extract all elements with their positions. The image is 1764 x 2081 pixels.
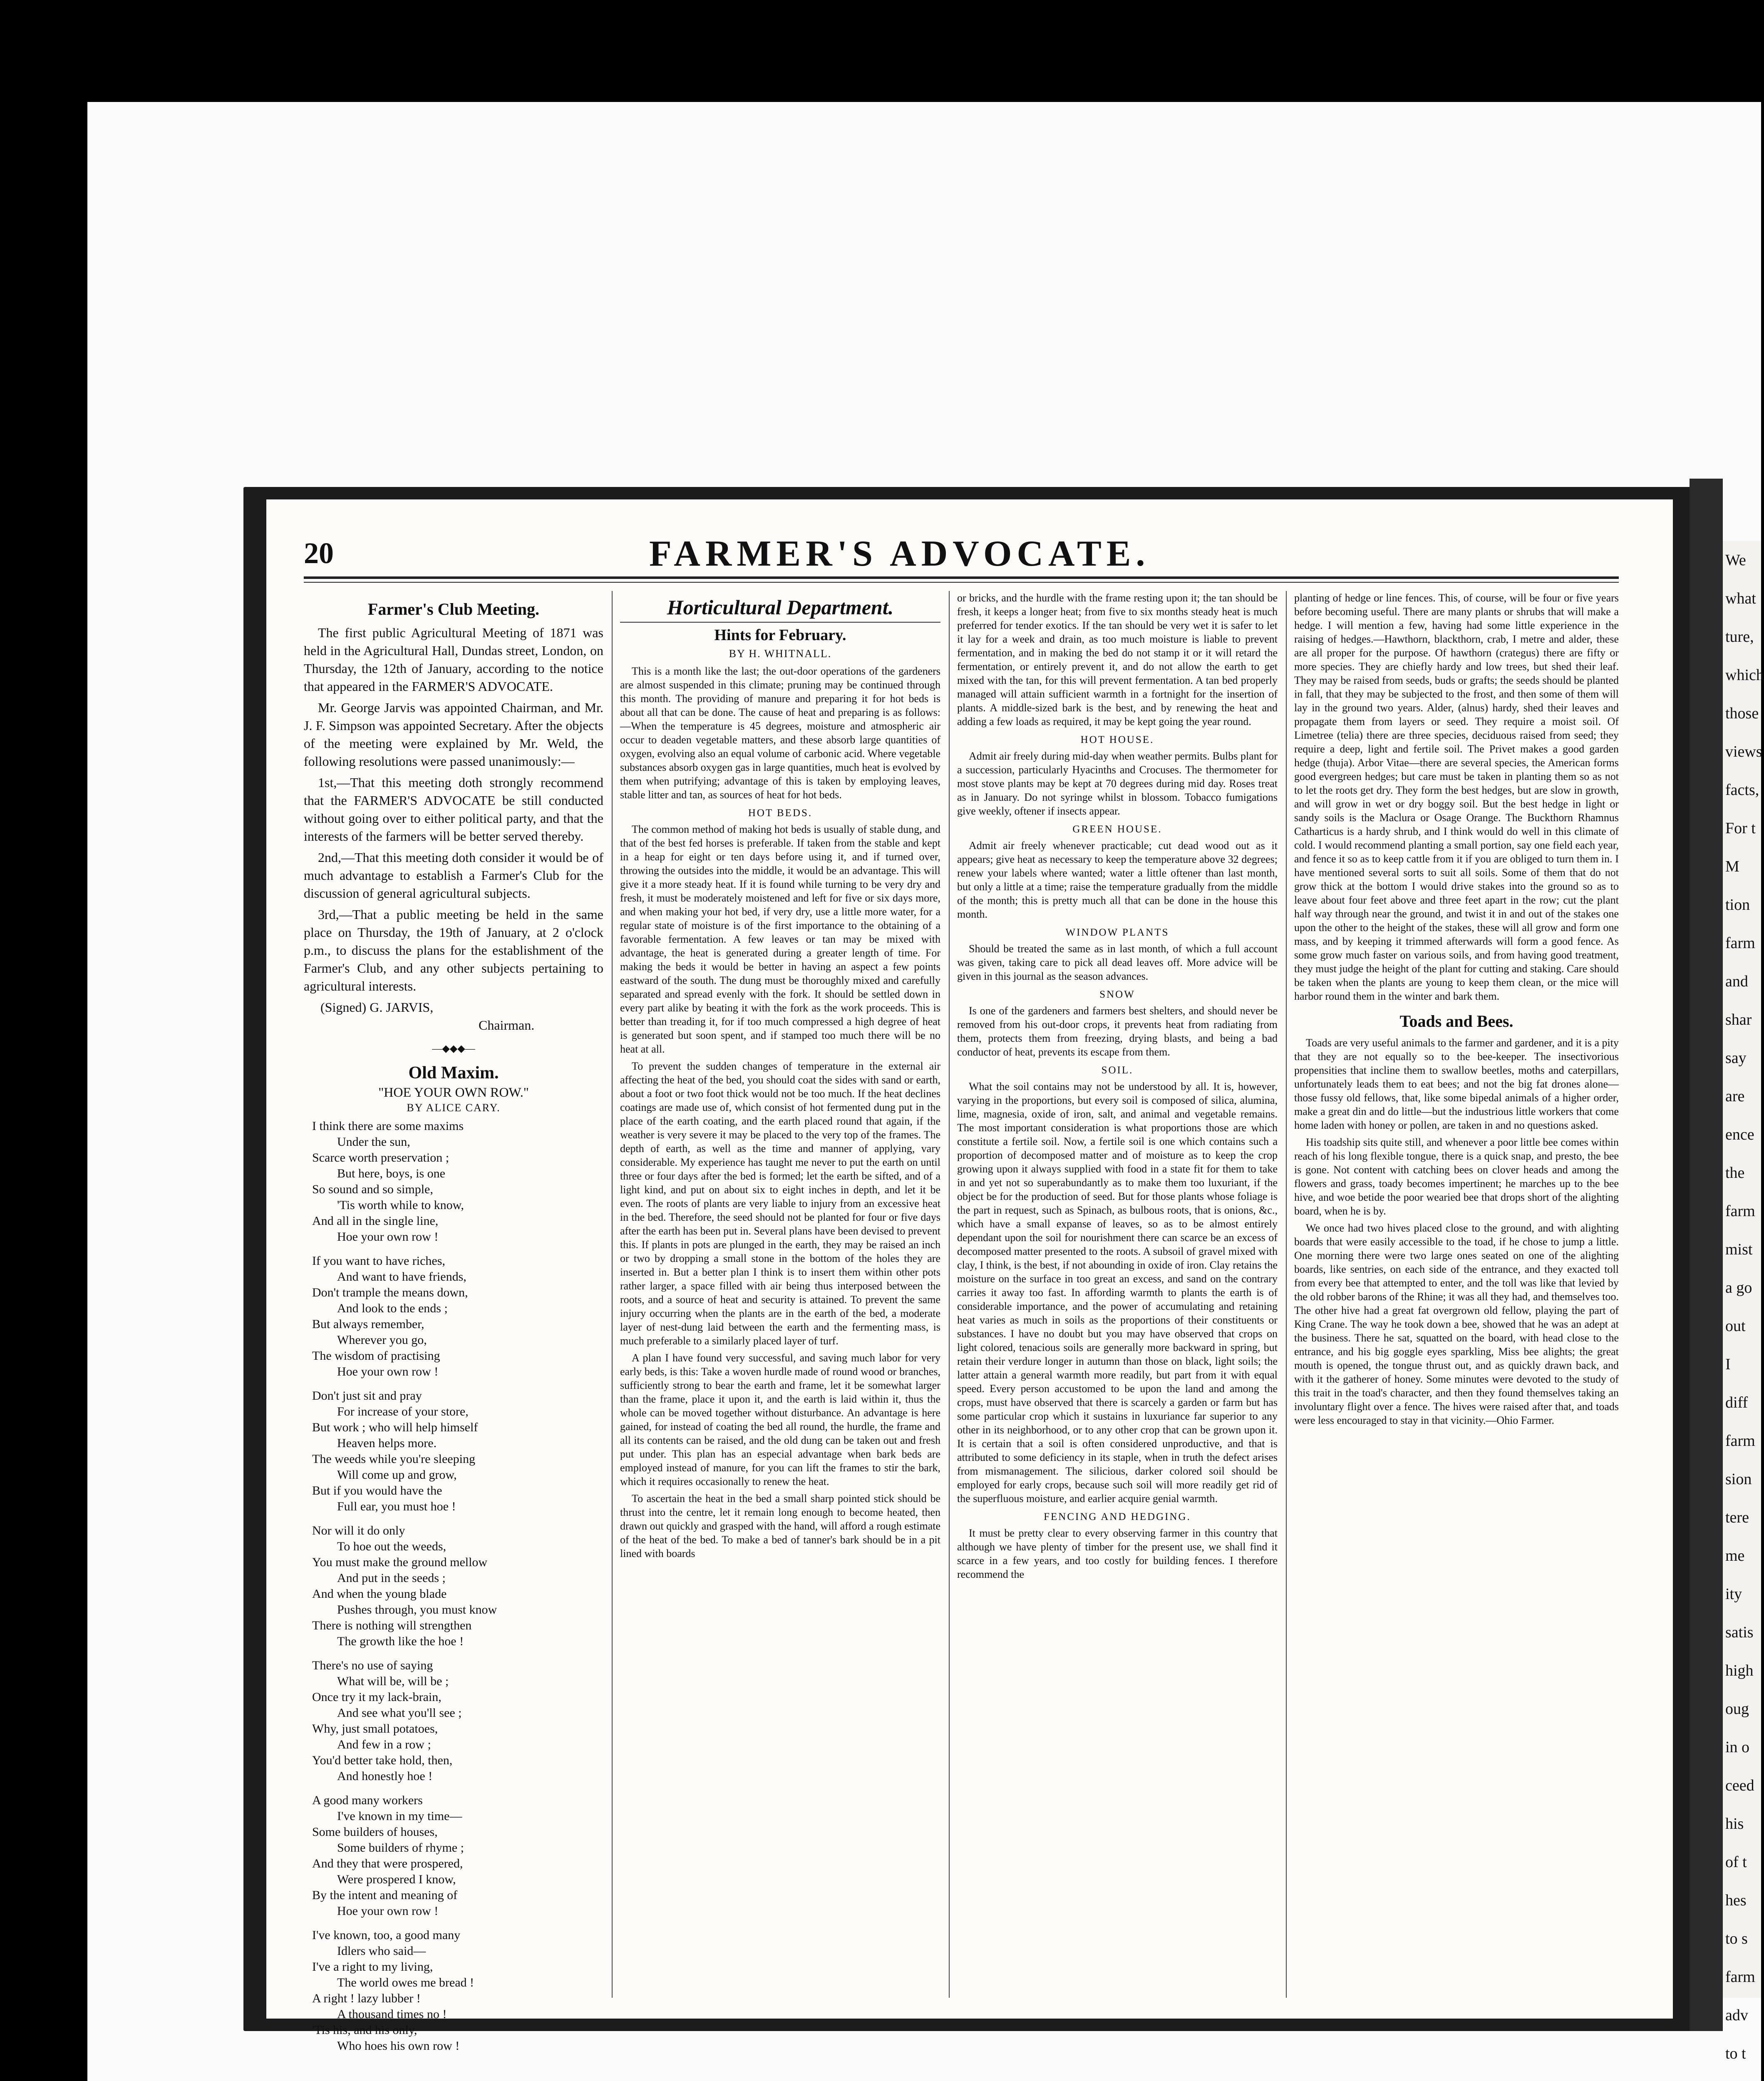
signature: (Signed) G. JARVIS, [320,1000,434,1015]
fragment-line: satis [1725,1624,1754,1641]
poem-stanza [312,1388,603,1515]
section-heading-snow: SNOW [1099,989,1135,1000]
poem-line: But always remember, [312,1317,424,1331]
hotbeds-paragraph: To prevent the sudden changes of temperature in the external air affecting the heat of the bed, you should coat the sides with sand or earth, about a foot or two foot thick would not be too much. If the heat declines coatings are made use of, which consist of hot fermented dung put in the place of the earth coating, and the earth placed round that again, if the weather is very severe it may be placed to the very top of the frames. The depth of earth, as well as the time and manner of applying, vary considerable. My experience has taught me never to put the earth on until three or four days after the bed is formed; let the earth be sifted, and of a light kind, and put on about six to eight inches in depth, and let it be even. The roots of plants are very liable to injury from an excessive heat in the bed. Therefore, the seed should not be planted for four or five days after the earth has been put in. Several plans have been devised to prevent this. If plants in pots are plunged in the earth, they may be raised an inch or two by dropping a small stone in the bottom of the holes they are inserted in. But a better plan I think is to insert them within other pots rather larger, a space filled with air being thus interposed between the roots, and a source of heat and security is attained. To prevent the same injury occurring when the plants are in the earth of the bed, a moderate layer of nest-dung laid between the earth and the fermenting mass, is much preferable to a similarly placed layer of turf. [620,1060,940,1347]
fragment-line: farm [1725,1968,1755,1986]
fragment-line: and [1725,973,1748,990]
poem-line: The world owes me bread ! [337,1976,474,1989]
window-text: Should be treated the same as in last month, of which a full account was given, taking care to pick all dead leaves off. More advice will be given in this journal as the season advances. [957,943,1278,982]
fragment-line: are [1725,1088,1745,1105]
poem-stanza [312,1253,603,1380]
column-4 [1294,591,1619,1998]
club-paragraphs [304,624,603,995]
poem-line: 'Tis worth while to know, [337,1198,464,1212]
poem-line: There is nothing will strengthen [312,1619,472,1632]
section-heading-fencing: FENCING AND HEDGING. [1044,1511,1191,1522]
fragment-line: in o [1725,1738,1750,1756]
page-number: 20 [304,536,334,570]
fragment-line: farm [1725,1432,1755,1450]
fragment-line: out [1725,1317,1746,1335]
poem-stanza [312,1793,603,1919]
poem-line: Heaven helps more. [337,1436,437,1450]
toads-heading: Toads and Bees. [1399,1012,1513,1031]
adjacent-page-text [1723,541,1764,2081]
fragment-line: say [1725,1049,1747,1067]
poem-line: Hoe your own row ! [337,1365,439,1378]
newspaper-page [266,499,1673,2053]
fragment-line: oug [1725,1700,1749,1718]
ornament-divider: —◆◆◆— [432,1043,475,1054]
fragment-line: ence [1725,1126,1754,1143]
fragment-line: of t [1725,1853,1747,1871]
poem-line: And when the young blade [312,1587,447,1601]
poem-line: A right ! lazy lubber ! [312,1992,421,2005]
poem-line: A good many workers [312,1793,423,1807]
film-border-top [0,0,1761,102]
fragment-line: to s [1725,1930,1748,1947]
toads-paragraph: Toads are very useful animals to the farmer and gardener, and it is a pity that they are not equally so to the bee-keeper. The insectivorious propensities that incline them to swallow beetles, moths and caterpillars, unfortunately leads them to eat bees; and not the big fat drones alone—those fussy old fellows, that, like some bipedal animals of a higher order, make a great din and do little—but the industrious little workers that come home laden with honey or pollen, are taken in and no questions asked. [1294,1037,1619,1131]
poem-line: And look to the ends ; [337,1301,448,1315]
poem-line: There's no use of saying [312,1659,433,1672]
soil-text: What the soil contains may not be understood by all. It is, however, varying in the proportions, but every soil is composed of silica, alumina, lime, magnesia, oxide of iron, salt, and animal and vegetable remains. The most important consideration is what proportions those are which constitute a fertile soil. Now, a fertile soil is one which contains such a proportion of decomposed matter and of moisture as to keep the crop growing upon it always supplied with food in a state fit for them to take in and yet not so superabundantly as to make them too luxuriant, if the object be for the production of seed. But for those plants whose foliage is the part in request, such as Spinach, as bulbous roots, that is onions, &c., which have a small expanse of leaves, so as to be almost entirely dependant upon the soil for nourishment there can scarce be an excess of decomposed matter presented to the roots. A subsoil of gravel mixed with clay, I think, is the best, if not abounding in oxide of iron. Clay retains the moisture on the surface in too great an excess, and sand on the contrary carries it away too fast. In affording warmth to plants the earth is of considerable importance, and the power of accumulating and retaining heat varies as much in soils as the proportions of their constituents or substances. I have no doubt but you may have observed that crops on light colored, tenacious soils are generally more backward in spring, but retain their verdure longer in autumn than those on black, light soils; the latter attain a general warmth more readily, but part from it with equal speed. Every person accustomed to be upon the land and among the crops, must have observed that there is scarcely a garden or farm but has some particular crop which it sustains in luxuriance far superior to any other in its neighborhood, or to any other crop that can be grown upon it. It is certain that a soil is often considered unproductive, and that is attributed to some deficiency in its staple, when in truth the defect arises from mismanagement. The silicious, darker colored soil should be employed for early crops, because such soil will more readily get rid of the superfluous moisture, and earlier acquire genial warmth. [957,1080,1278,1505]
poem-line: I've a right to my living, [312,1960,433,1974]
toads-paragraphs [1294,1036,1619,1427]
fragment-line: farm [1725,934,1755,952]
fragment-line: views [1725,743,1762,760]
poem-author: BY ALICE CARY. [407,1102,501,1114]
fragment-line: For t [1725,819,1756,837]
section-heading-greenhouse: GREEN HOUSE. [1072,824,1162,835]
greenhouse-text: Admit air freely whenever practicable; cut dead wood out as it appears; give heat as necessary to keep the temperature above 32 degrees; renew your labels where wanted; water a little oftener than last month, but only a little at a time; raise the temperature gradually from the middle of the month; this is pretty much all that can be done in the house this month. [957,839,1278,920]
column-divider [949,591,950,1998]
poem-line: Full ear, you must hoe ! [337,1500,456,1513]
section-heading-window: WINDOW PLANTS [1065,927,1169,938]
fragment-line: those [1725,705,1759,722]
film-border-left [0,102,87,2081]
club-paragraph: The first public Agricultural Meeting of 1871 was held in the Agricultural Hall, Dundas street, London, on Thursday, the 12th of January, according to the notice that appeared in the FARMER'S ADVOCATE. [304,625,603,694]
poem-line: What will be, will be ; [337,1674,449,1688]
poem-line: But here, boys, is one [337,1167,445,1180]
poem-line: Some builders of houses, [312,1825,438,1839]
fragment-line: mist [1725,1241,1753,1258]
poem-line: But work ; who will help himself [312,1420,478,1434]
adjacent-page-fragment [1723,541,1764,2062]
poem-line: Why, just small potatoes, [312,1722,438,1736]
poem-line: The growth like the hoe ! [337,1634,464,1648]
poem-line: Hoe your own row ! [337,1904,439,1918]
poem-subtitle: "HOE YOUR OWN ROW." [378,1085,529,1100]
fragment-line: the [1725,1164,1745,1182]
fragment-line: M [1725,858,1739,875]
section-heading-soil: SOIL. [1101,1065,1134,1076]
fragment-line: adv [1725,2007,1748,2024]
fragment-line: me [1725,1547,1745,1564]
signature-title: Chairman. [479,1018,535,1033]
poem-line: Scarce worth preservation ; [312,1151,449,1165]
fragment-line: ceed [1725,1777,1754,1794]
column-2 [620,591,940,1998]
article-title: Hints for February. [714,626,846,644]
poem-line: Idlers who said— [337,1944,426,1958]
poem-line: The weeds while you're sleeping [312,1452,475,1466]
club-paragraph: 3rd,—That a public meeting be held in the same place on Thursday, the 19th of January, at 2 o'clock p.m., to discuss the plans for the establishment of the Farmer's Club, and any other subjects pertaining to agricultural interests. [304,907,603,993]
board-edge [1690,479,1723,2031]
club-heading: Farmer's Club Meeting. [367,600,540,618]
poem-body [304,1118,603,2054]
poem-line: Some builders of rhyme ; [337,1841,464,1855]
fragment-line: tere [1725,1509,1749,1526]
column-1 [304,591,603,2053]
department-heading: Horticultural Department. [620,595,940,623]
fragment-line: a go [1725,1279,1752,1296]
page-header [304,533,1594,574]
poem-line: Wherever you go, [337,1333,427,1347]
poem-line: I think there are some maxims [312,1119,464,1133]
column-divider [612,591,613,1998]
poem-line: 'Tis his, and his only, [312,2023,417,2037]
poem-line: You must make the ground mellow [312,1555,488,1569]
fragment-line: which [1725,666,1764,684]
poem-stanza [312,1118,603,1245]
fragment-line: sion [1725,1470,1752,1488]
continued-text: or bricks, and the hurdle with the frame resting upon it; the tan should be fresh, it keeps a longer heat; from five to six months steady heat is much preferred for tender exotics. If the tan should be very wet it is safer to let it lay for a week and drain, as too much moisture is liable to prevent fermentation, and in making the bed do not stamp it or it will retard the fermentation, or entirely prevent it, and do not allow the earth to get mixed with the tan, for this will prevent fermentation. A tan bed properly managed will attain sufficient warmth in a fortnight for the insertion of plants. A middle-sized bark is the best, and by renewing the heat and adding a few loads as required, it may be kept going the year round. [957,592,1278,728]
poem-line: For increase of your store, [337,1405,469,1418]
article-intro: This is a month like the last; the out-door operations of the gardeners are almost suspended in this climate; pruning may be continued through this month. The providing of manure and preparing it for hot beds is about all that can be done. The cause of heat and preparing is as follows:—When the temperature is 45 degrees, moisture and atmospheric air occur to deaden vegetable matters, and these absorb large quantities of oxygen, evolving also an equal volume of carbonic acid. Where vegetable substances absorb oxygen gas in large quantities, much heat is evolved by them when putrifying; advantage of this is taken by employing leaves, stable litter and tan, as sources of heat for hot beds. [620,665,940,801]
fragment-line: diff [1725,1394,1748,1411]
fragment-line: what [1725,590,1756,607]
poem-line: And see what you'll see ; [337,1706,462,1720]
header-rule-thin [304,582,1619,583]
header-rule [304,576,1619,579]
hotbeds-paragraphs [620,822,940,1560]
fragment-line: tion [1725,896,1750,914]
fragment-line: shar [1725,1011,1752,1028]
poem-line: So sound and so simple, [312,1182,433,1196]
toads-paragraph: We once had two hives placed close to the ground, and with alighting boards that were easily accessible to the toad, if he chose to jump a little. One morning there were two large ones seated on one of the alighting boards, like sentries, on each side of the entrance, and they exacted toll from every bee that attempted to enter, and the toll was like that levied by the old robber barons of the Rhine; it was all they had, and themselves too. The other hive had a great fat overgrown old fellow, playing the part of King Crane. The way he took down a bee, showed that he was an adept at the business. There he sat, squatted on the board, with head close to the entrance, and his big goggle eyes sparkling, Miss bee alights; the great mouth is opened, the tongue thrust out, and as quickly drawn back, and with it the gatherer of honey. Some minutes were devoted to the study of this trait in the toad's character, and then they found themselves taking an involuntary flight over a fence. The hives were raised after that, and toads were less encouraged to stay in that vicinity.—Ohio Farmer. [1294,1222,1619,1426]
fragment-line: facts, [1725,781,1759,799]
section-heading-hothouse: HOT HOUSE. [1080,734,1154,745]
section-heading-hotbeds: HOT BEDS. [748,807,813,819]
poem-line: Will come up and grow, [337,1468,457,1482]
column-3 [957,591,1278,1998]
poem-stanza [312,1523,603,1649]
fragment-line [1725,2073,1761,2081]
article-byline: BY H. WHITNALL. [729,648,832,660]
hotbeds-paragraph: The common method of making hot beds is usually of stable dung, and that of the best fed horses is preferable. If taken from the stable and kept in a heap for eight or ten days before using it, and if turned over, throwing the outsides into the middle, it would be an advantage. This will give it a more steady heat. If it is found while turning to be very dry and fresh, it must be moderately moistened and left for five or six days more, and when making your hot bed, if very dry, use a little more water, for a regular state of moisture is of the first importance to the obtaining of a favorable fermentation. A few leaves or tan may be mixed with advantage, the heat is generated during a greater length of time. For making the beds it would be better in having an aspect a few points eastward of the south. The dung must be thoroughly mixed and carefully separated and spread evenly with the fork. It should be settled down in every part alike by beating it with the fork as the work proceeds. This is better than treading it, for if too much compressed a high degree of heat is generated but soon spent, and if stamped too much there will be no heat at all. [620,823,940,1055]
hotbeds-paragraph: A plan I have found very successful, and saving much labor for very early beds, is this: Take a woven hurdle made of round wood or branches, sufficiently strong to bear the earth and frame, let it be somewhat larger than the frame, place it upon it, and the earth is laid within it, thus the whole can be moved together without disturbance. An advantage is here gained, for instead of coating the bed all round, the hurdle, the frame and all its contents can be raised, and the old dung can be taken out and fresh put under. This plan has an especial advantage when bark beds are employed instead of manure, for you can lift the frames to stir the bark, which it requires occasionally to renew the heat. [620,1352,940,1487]
poem-line: And put in the seeds ; [337,1571,446,1585]
poem-title: Old Maxim. [408,1063,499,1083]
poem-line: And all in the single line, [312,1214,439,1228]
poem-line: I've known in my time— [337,1809,462,1823]
fragment-line: ture, [1725,628,1754,646]
poem-line: Hoe your own row ! [337,1230,439,1244]
fencing-text: It must be pretty clear to every observing farmer in this country that although we have plenty of timber for the present use, we shall find it scarce in a few years, and too costly for building fences. I therefore recommend the [957,1527,1278,1580]
poem-line: And few in a row ; [337,1738,431,1751]
fragment-line: ity [1725,1585,1742,1603]
poem-line: Don't just sit and pray [312,1389,422,1403]
poem-stanza [312,1658,603,1784]
poem-line: And honestly hoe ! [337,1769,433,1783]
poem-line: Nor will it do only [312,1524,405,1537]
poem-line: And they that were prospered, [312,1857,463,1870]
club-paragraph: Mr. George Jarvis was appointed Chairman, and Mr. J. F. Simpson was appointed Secretary. After the objects of the meeting were explained by Mr. Weld, the following resolutions were passed unanimously:— [304,700,603,769]
poem-line: A thousand times no ! [337,2007,447,2021]
poem-line: Once try it my lack-brain, [312,1690,442,1704]
fragment-line: high [1725,1662,1754,1679]
fragment-line: We [1725,551,1746,569]
masthead: FARMER'S ADVOCATE. [649,534,1150,574]
fragment-line: farm [1725,1202,1755,1220]
fragment-line: his [1725,1815,1744,1833]
hotbeds-paragraph: To ascertain the heat in the bed a small sharp pointed stick should be thrust into the centre, let it remain long enough to become heated, then drawn out quickly and grasped with the hand, will afford a rough estimate of the heat of the bed. To make a bed of tanner's bark should be in a pit lined with boards [620,1492,940,1560]
poem-line: You'd better take hold, then, [312,1753,453,1767]
club-paragraph: 2nd,—That this meeting doth consider it would be of much advantage to establish a Farmer's Club for the discussion of general agricultural subjects. [304,850,603,901]
hedge-text: planting of hedge or line fences. This, of course, will be four or five years before becoming useful. There are many plants or shrubs that will make a hedge. I will mention a few, having had some little experience in the raising of hedges.—Hawthorn, blackthorn, crab, I metre and alder, these are all proper for the purpose. Of hawthorn (crategus) there are fifty or more species. They are chiefly hardy and low trees, but shed their leaf. They may be raised from seeds, buds or grafts; the seeds should be planted in fall, that they may be subjected to the frost, and then some of them will lay in the ground two years. Alder, (alnus) hardy, shed their leaves and propagate them from layers or seed. They require a moist soil. Of Limetree (telia) there are three species, deciduous raised from seed; they require a deep, light and fertile soil. The Privet makes a good garden hedge (thuja). Arbor Vitae—there are several species, the American forms good evergreen hedges; but care must be taken in planting them so as not to let the roots get dry. They form the best hedges, but are slow in growth, and will grow in wet or dry boggy soil. But the best hedge in light or sandy soils is the Maclura or Osage Orange. The Buckthorn Rhamnus Catharticus is a hardy shrub, and I think would do well in this climate of cold. I would recommend planting a small portion, say one field each year, and fence it so as to keep cattle from it if you are obliged to turn them in. I have mentioned several sorts to suit all soils. Some of them that do not grow thick at the bottom I would drive stakes into the ground so as to leave about four feet above and three feet apart in the row; cut the plant half way through near the ground, and twist it in and out of the stakes one upon the other to the height of the stakes, these will all grow and form one mass, and by keeping it trimmed afterwards will form a good fence. As some grow much faster on various soils, and from having good treatment, they must judge the height of the plant for cutting and staking. Care should be taken when the plants are young to keep them clean, or the mice will harbor round them in the winter and bark them. [1294,592,1619,1002]
poem-line: But if you would have the [312,1484,442,1497]
club-paragraph: 1st,—That this meeting doth strongly recommend that the FARMER'S ADVOCATE be still conducted without going over to either political party, and that the interests of the farmers will be better served thereby. [304,775,603,844]
poem-line: And want to have friends, [337,1270,466,1284]
poem-line: Pushes through, you must know [337,1603,497,1617]
poem-line: Don't trample the means down, [312,1286,468,1299]
fragment-line: to t [1725,2045,1746,2062]
fragment-line: I [1725,1356,1731,1373]
poem-line: Were prospered I know, [337,1872,456,1886]
poem-line: Under the sun, [337,1135,410,1149]
poem-line: If you want to have riches, [312,1254,445,1268]
poem-stanza [312,1927,603,2054]
poem-line: To hoe out the weeds, [337,1540,447,1553]
toads-paragraph: His toadship sits quite still, and whenever a poor little bee comes within reach of his long flexible tongue, there is a quick snap, and presto, the bee is gone. Not content with catching bees on clover heads and among the flowers and grass, toady becomes impertinent; he marches up to the bee hive, and woe betide the poor wearied bee that drops short of the alighting board, when he is by. [1294,1136,1619,1217]
snow-text: Is one of the gardeners and farmers best shelters, and should never be removed from his out-door crops, it prevents heat from radiating from them, protects them from freezing, drying blasts, and being a bad conductor of heat, prevents its escape from them. [957,1005,1278,1058]
poem-line: By the intent and meaning of [312,1888,458,1902]
poem-line: The wisdom of practising [312,1349,440,1363]
fragment-line: hes [1725,1892,1747,1909]
poem-line: I've known, too, a good many [312,1928,461,1942]
poem-line: Who hoes his own row ! [337,2039,460,2053]
column-divider [1286,591,1287,1998]
hothouse-text: Admit air freely during mid-day when weather permits. Bulbs plant for a succession, particularly Hyacinths and Crocuses. The thermometer for most stove plants may be kept at 70 degrees during mid day. Roses treat as in January. Do not syringe whilst in blossom. Tobacco fumigations give weekly, oftener if insects appear. [957,750,1278,817]
